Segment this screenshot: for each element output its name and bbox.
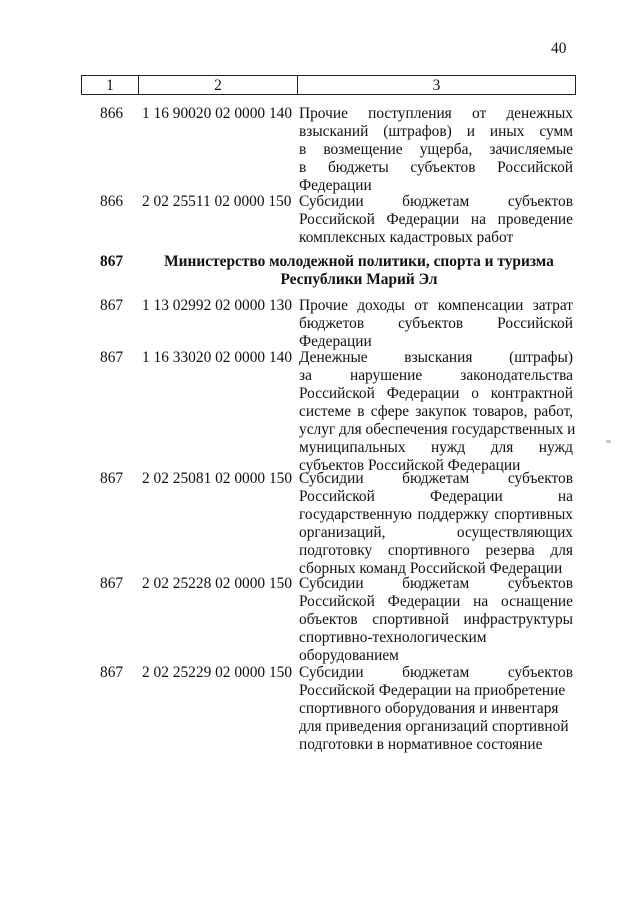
budget-classification-code: 1 16 90020 02 0000 140 <box>142 105 293 122</box>
admin-code: 867 <box>100 470 124 487</box>
description-line: подготовки в нормативное состояние <box>299 736 543 753</box>
description-line: Прочие доходы от компенсации затрат <box>299 297 573 314</box>
column-number-3: 3 <box>298 76 576 95</box>
table-column-header <box>81 75 576 95</box>
admin-code: 866 <box>100 105 124 122</box>
description-line: спортивного оборудования и инвентаря <box>299 700 559 717</box>
admin-code: 867 <box>100 575 124 592</box>
description-line: в возмещение ущерба, зачисляемые <box>299 141 573 158</box>
description-line: объектов спортивной инфраструктуры <box>299 611 573 628</box>
budget-classification-code: 2 02 25228 02 0000 150 <box>142 575 293 592</box>
description-line: услуг для обеспечения государственных и <box>299 421 576 438</box>
admin-code: 867 <box>100 349 124 366</box>
description-line: Российской Федерации на <box>299 488 573 505</box>
description-line: Денежные взыскания (штрафы) <box>299 349 573 366</box>
ministry-title-line: Министерство молодежной политики, спорта и туризма <box>164 253 554 270</box>
description-line: подготовку спортивного резерва для <box>299 542 573 559</box>
income-description <box>299 297 573 351</box>
column-number-2: 2 <box>139 76 298 95</box>
description-line: Российской Федерации на оснащение <box>299 593 573 610</box>
description-line: бюджетов субъектов Российской <box>299 315 573 332</box>
description-line: Субсидии бюджетам субъектов <box>299 470 573 487</box>
page-number: 40 <box>551 40 567 57</box>
description-line: Российской Федерации о контрактной <box>299 385 573 402</box>
ministry-title <box>142 253 576 289</box>
description-line: Субсидии бюджетам субъектов <box>299 664 573 681</box>
admin-code: 867 <box>100 297 124 314</box>
budget-classification-code: 1 13 02992 02 0000 130 <box>142 297 293 314</box>
description-line: субъектов Российской Федерации <box>299 457 521 474</box>
description-line: организаций, осуществляющих <box>299 524 573 541</box>
description-line: Прочие поступления от денежных <box>299 105 573 122</box>
income-description <box>299 349 576 475</box>
income-description <box>299 105 573 195</box>
scan-speck <box>606 440 611 443</box>
income-description <box>299 575 573 665</box>
description-line: Российской Федерации на проведение <box>299 211 573 228</box>
budget-classification-code: 2 02 25511 02 0000 150 <box>142 193 292 210</box>
description-line: комплексных кадастровых работ <box>299 229 514 246</box>
description-line: Федерации <box>299 333 372 350</box>
budget-classification-code: 2 02 25229 02 0000 150 <box>142 664 293 681</box>
description-line: Субсидии бюджетам субъектов <box>299 575 573 592</box>
description-line: муниципальных нужд для нужд <box>299 439 573 456</box>
description-line: Субсидии бюджетам субъектов <box>299 193 573 210</box>
income-description <box>299 193 573 247</box>
description-line: сборных команд Российской Федерации <box>299 560 563 577</box>
admin-code: 866 <box>100 193 124 210</box>
admin-code: 867 <box>100 664 124 681</box>
description-line: спортивно-технологическим <box>299 629 487 646</box>
column-number-1: 1 <box>82 76 139 95</box>
description-line: для приведения организаций спортивной <box>299 718 569 735</box>
description-line: системе в сфере закупок товаров, работ, <box>299 403 573 420</box>
description-line: Российской Федерации на приобретение <box>299 682 566 699</box>
income-description <box>299 470 573 578</box>
description-line: Федерации <box>299 177 372 194</box>
description-line: взысканий (штрафов) и иных сумм <box>299 123 573 140</box>
ministry-title-line: Республики Марий Эл <box>280 271 438 288</box>
income-description <box>299 664 573 754</box>
description-line: оборудованием <box>299 647 399 664</box>
budget-classification-code: 1 16 33020 02 0000 140 <box>142 349 293 366</box>
admin-code: 867 <box>100 253 124 270</box>
description-line: в бюджеты субъектов Российской <box>299 159 573 176</box>
description-line: за нарушение законодательства <box>299 367 573 384</box>
description-line: государственную поддержку спортивных <box>299 506 573 523</box>
budget-classification-code: 2 02 25081 02 0000 150 <box>142 470 293 487</box>
